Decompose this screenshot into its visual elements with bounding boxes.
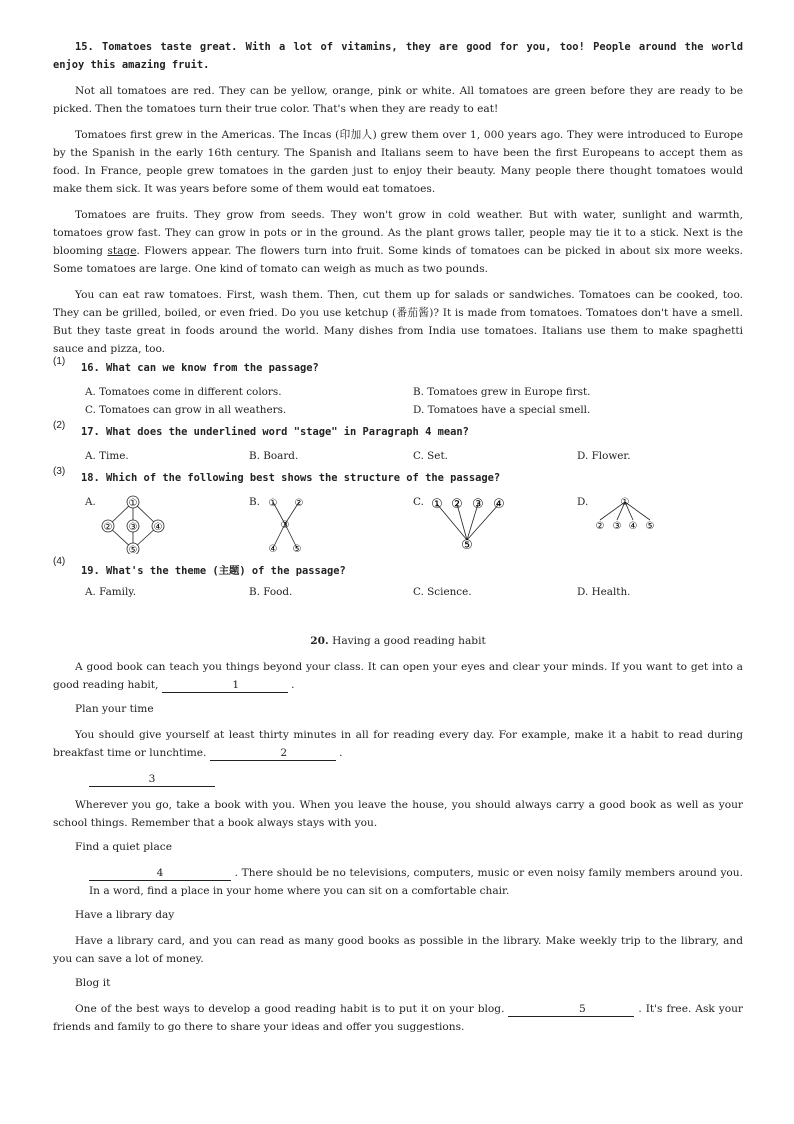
paragraph-1-text: A good book can teach you things beyond your class. It can open your eyes and clear your minds. If you want to get into a good reading habit, [53, 661, 743, 691]
circled-number-2: ② [595, 521, 605, 532]
option-b[interactable]: B. Board. [249, 450, 299, 462]
option-a[interactable]: A. Time. [85, 450, 129, 462]
option-c[interactable]: C. Tomatoes can grow in all weathers. [85, 404, 287, 416]
option-d[interactable]: D. Tomatoes have a special smell. [413, 404, 591, 416]
period: . [339, 747, 343, 759]
question-19-options [53, 586, 743, 604]
blank-3[interactable]: 3 [89, 773, 215, 787]
circled-number-2: ② [294, 498, 304, 509]
blank-2[interactable]: 2 [210, 747, 336, 761]
circled-number-1: ① [268, 498, 278, 509]
passage-15-paragraph-1: Not all tomatoes are red. They can be yellow, orange, pink or white. All tomatoes are green before they are ready to be picked. Then the tomatoes turn their true color. That's when they are ready to eat! [53, 85, 743, 115]
paragraph-2-text: You should give yourself at least thirty minutes in all for reading every day. For example, make it a habit to read during breakfast time or lunchtime. [53, 729, 743, 759]
option-b[interactable]: B. Food. [249, 586, 293, 598]
paragraph-3-text-after: . Flowers appear. The flowers turn into fruit. Some kinds of tomatoes can be picked in about six more weeks. Some tomatoes are large. One kind of tomato can weigh as much as two pounds. [53, 245, 744, 275]
option-c[interactable]: C. Science. [413, 586, 472, 598]
structure-diagram-c [427, 494, 517, 554]
circled-number-5: ⑤ [292, 544, 302, 554]
structure-diagram-a [97, 494, 167, 554]
question-number: (4) [53, 556, 66, 567]
passage-20-paragraph-5: Have a library card, and you can read as many good books as possible in the library. Make weekly trip to the library, and you can save a lot of money. [53, 935, 743, 965]
document-page [53, 38, 743, 1036]
question-number: (3) [53, 466, 66, 477]
passage-20-paragraph-2 [53, 726, 743, 762]
subheading-have-a-library-day: Have a library day [75, 909, 175, 921]
circled-number-3: ③ [472, 497, 484, 512]
question-text: 18. Which of the following best shows the structure of the passage? [81, 472, 501, 484]
circled-number-1: ① [620, 497, 630, 508]
passage-20-paragraph-1 [53, 658, 743, 694]
circled-number-3: ③ [280, 520, 290, 531]
circled-number-2: ② [103, 522, 113, 533]
passage-20-paragraph-3: Wherever you go, take a book with you. When you leave the house, you should always carry a good book as well as your school things. Remember that a book always stays with you. [53, 799, 743, 829]
circled-number-3: ③ [612, 521, 622, 532]
subheading-blog-it: Blog it [75, 977, 111, 989]
circled-number-1: ① [128, 498, 138, 509]
question-text: 19. What's the theme (主题) of the passage? [81, 565, 346, 577]
structure-diagram-b [261, 494, 331, 554]
passage-20-paragraph-6 [53, 1000, 743, 1036]
question-number: (2) [53, 420, 66, 431]
question-16 [53, 356, 743, 382]
subheading-find-a-quiet-place: Find a quiet place [75, 841, 172, 853]
paragraph-6-text: One of the best ways to develop a good reading habit is to put it on your blog. [75, 1003, 505, 1015]
passage-15-intro: 15. Tomatoes taste great. With a lot of vitamins, they are good for you, too! People around the world enjoy this amazing fruit. [53, 41, 743, 71]
question-17-options [53, 450, 743, 468]
blank-5[interactable]: 5 [508, 1003, 634, 1017]
question-number: (1) [53, 356, 66, 367]
passage-15-paragraph-3 [53, 206, 743, 278]
circled-number-4: ④ [628, 521, 638, 532]
option-d[interactable]: D. Flower. [577, 450, 631, 462]
blank-1[interactable]: 1 [162, 679, 288, 693]
question-18 [53, 466, 743, 492]
passage-20-title [53, 632, 743, 650]
option-b[interactable]: B. [249, 496, 260, 508]
question-18-options [53, 496, 743, 558]
option-a[interactable]: A. [85, 496, 96, 508]
circled-number-4: ④ [493, 497, 505, 512]
paragraph-3-text-before: Tomatoes are fruits. They grow from seeds. They won't grow in cold weather. But with water, sunlight and warmth, tomatoes grow fast. They can grow in pots or in the ground. As the plant grows taller, people may tie it to a stick. Next is the blooming [53, 209, 743, 257]
option-a[interactable]: A. Tomatoes come in different colors. [85, 386, 282, 398]
circled-number-4: ④ [153, 522, 163, 533]
question-16-options-row-2 [53, 404, 743, 422]
blank-4[interactable]: 4 [89, 867, 231, 881]
passage-20-paragraph-4 [53, 864, 743, 900]
question-16-options-row-1 [53, 386, 743, 404]
subheading-plan-your-time: Plan your time [75, 703, 154, 715]
circled-number-3: ③ [128, 522, 138, 533]
passage-20-blank-3-line [53, 770, 743, 788]
passage-15-paragraph-4: You can eat raw tomatoes. First, wash them. Then, cut them up for salads or sandwiches. Tomatoes can be cooked, too. They can be grilled, boiled, or even fried. Do you use ketchup (番茄酱)? It is made from tomatoes. Tomatoes don't have a smell. But they taste great in foods around the world. Many dishes from India use tomatoes. Italians use them to make spaghetti sauce and pizza, too. [53, 289, 743, 355]
paragraph-6-text-after: . It's free. Ask your friends and family to go there to share your ideas and offer you suggestions. [53, 1003, 744, 1033]
option-d[interactable]: D. [577, 496, 589, 508]
option-b[interactable]: B. Tomatoes grew in Europe first. [413, 386, 591, 398]
option-a[interactable]: A. Family. [85, 586, 137, 598]
question-17 [53, 420, 743, 446]
option-c[interactable]: C. Set. [413, 450, 448, 462]
circled-number-4: ④ [268, 544, 278, 554]
structure-diagram-d [591, 494, 671, 554]
circled-number-1: ① [431, 497, 443, 512]
paragraph-4-text: . There should be no televisions, computers, music or even noisy family members around you. In a word, find a place in your home where you can sit on a comfortable chair. [89, 867, 744, 897]
period: . [291, 679, 295, 691]
question-text: 16. What can we know from the passage? [81, 362, 319, 374]
question-19 [53, 556, 743, 582]
passage-15-paragraph-2: Tomatoes first grew in the Americas. The Incas (印加人) grew them over 1, 000 years ago. They were introduced to Europe by the Spanish in the early 16th century. The Spanish and Italians seem to have been the first Europeans to accept them as food. In France, people grew tomatoes in the garden just to enjoy their beauty. Many people there thought tomatoes would make them sick. It was years before some of them would eat tomatoes. [53, 129, 743, 195]
circled-number-5: ⑤ [128, 545, 138, 554]
circled-number-5: ⑤ [461, 538, 473, 553]
circled-number-2: ② [451, 497, 463, 512]
passage-20-title-text: Having a good reading habit [332, 635, 486, 647]
question-text: 17. What does the underlined word "stage" in Paragraph 4 mean? [81, 426, 469, 438]
underlined-word-stage: stage [107, 245, 137, 257]
passage-20-number: 20. [310, 635, 329, 647]
circled-number-5: ⑤ [645, 521, 655, 532]
option-c[interactable]: C. [413, 496, 424, 508]
option-d[interactable]: D. Health. [577, 586, 631, 598]
